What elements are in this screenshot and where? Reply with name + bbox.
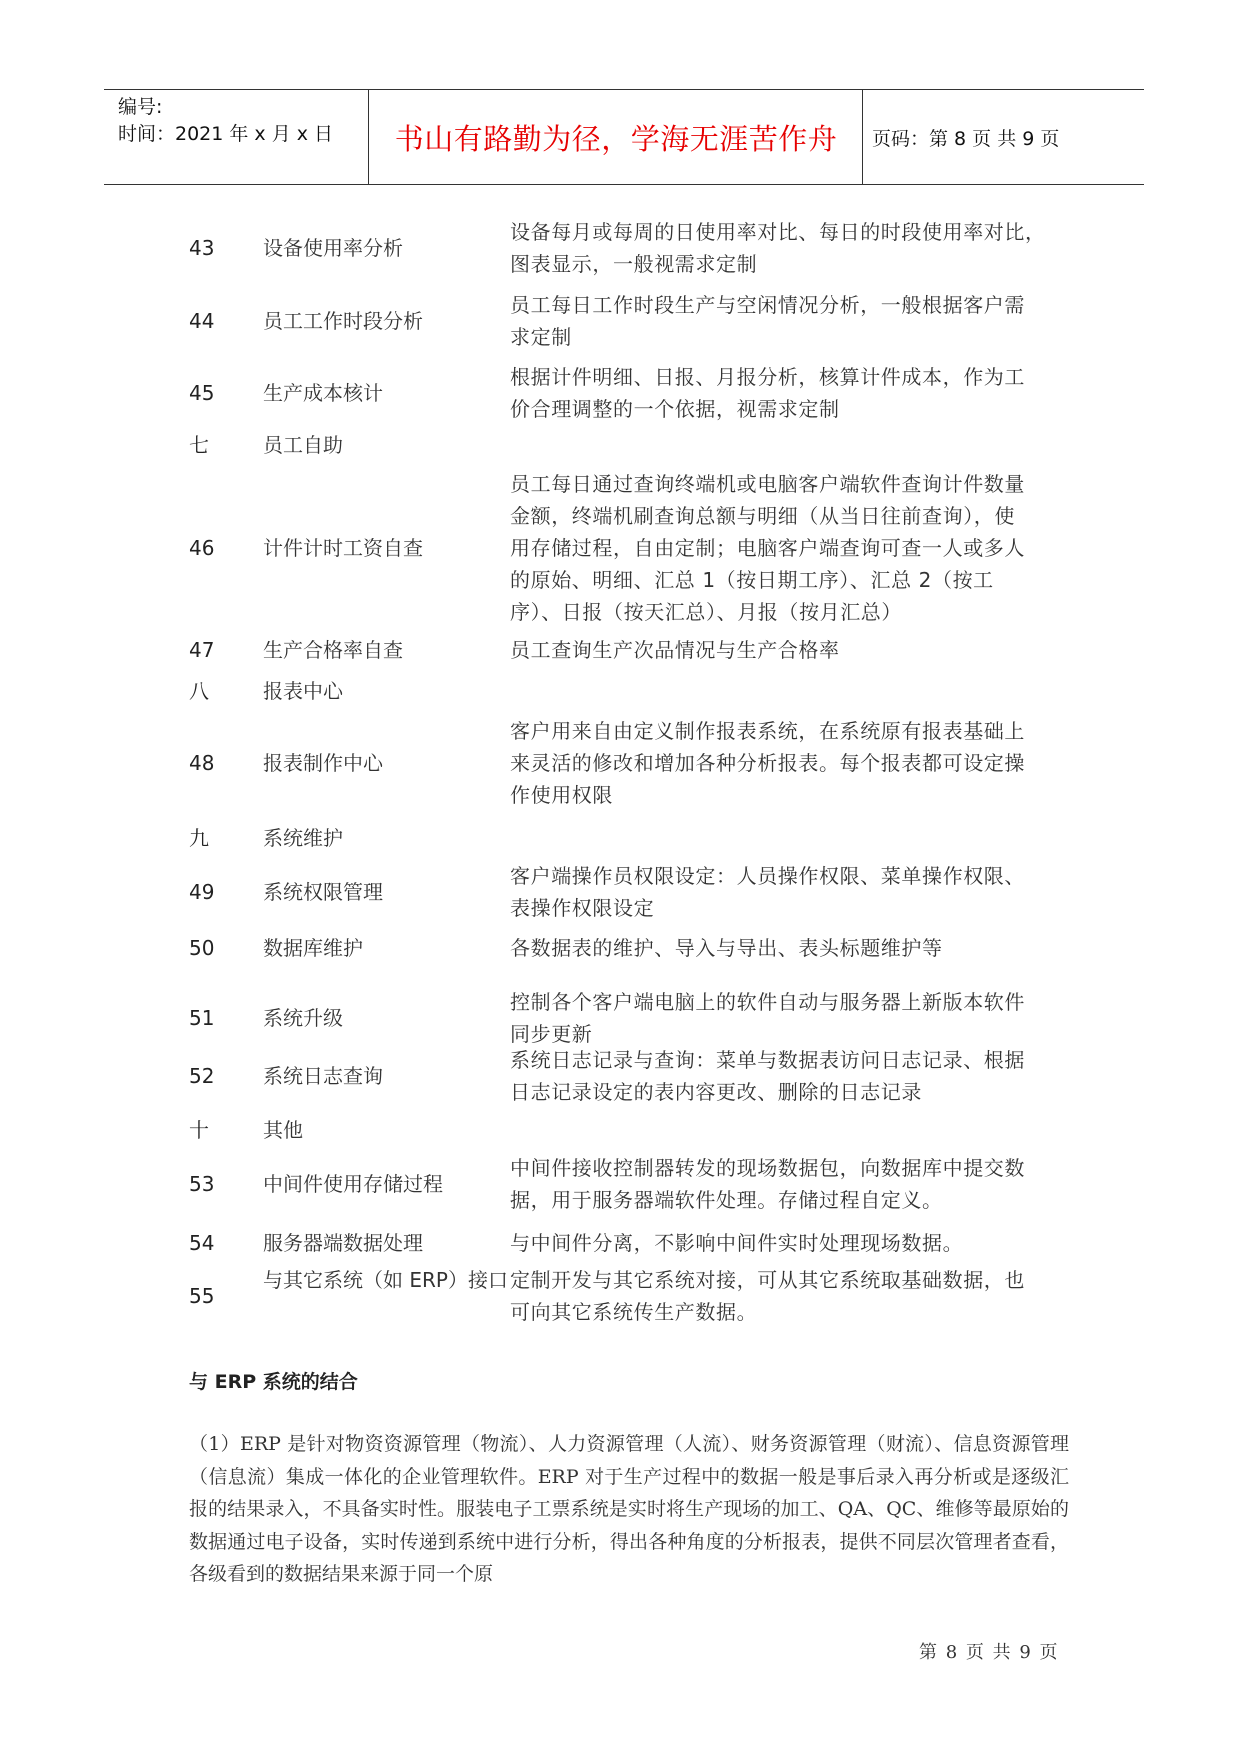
description-line: 金额，终端机刷查询总额与明细（从当日往前查询），使 bbox=[510, 504, 1015, 528]
item-number: 九 bbox=[189, 826, 209, 850]
list-item bbox=[0, 1264, 1241, 1328]
list-item bbox=[0, 289, 1241, 353]
description-line: 用存储过程，自由定制；电脑客户端查询可查一人或多人 bbox=[510, 536, 1025, 560]
description-line: 求定制 bbox=[510, 325, 572, 349]
item-name: 中间件使用存储过程 bbox=[263, 1172, 443, 1196]
item-name: 报表中心 bbox=[263, 679, 343, 703]
item-name: 数据库维护 bbox=[263, 936, 363, 960]
description-line: 客户端操作员权限设定：人员操作权限、菜单操作权限、 bbox=[510, 864, 1025, 888]
description-line: 各数据表的维护、导入与导出、表头标题维护等 bbox=[510, 936, 943, 960]
item-name: 系统升级 bbox=[263, 1006, 343, 1030]
item-name: 员工工作时段分析 bbox=[263, 309, 423, 333]
description-line: 作使用权限 bbox=[510, 783, 613, 807]
item-number: 49 bbox=[189, 880, 215, 904]
item-description bbox=[510, 932, 1070, 964]
header-motto: 书山有路勤为径，学海无涯苦作舟 bbox=[394, 121, 838, 156]
item-number: 43 bbox=[189, 236, 215, 260]
item-number: 45 bbox=[189, 381, 215, 405]
description-line: 员工每日通过查询终端机或电脑客户端软件查询计件数量 bbox=[510, 472, 1025, 496]
list-item bbox=[0, 429, 1241, 461]
item-name: 系统维护 bbox=[263, 826, 343, 850]
item-name: 生产合格率自查 bbox=[263, 638, 403, 662]
item-description bbox=[510, 1227, 1070, 1259]
item-number: 七 bbox=[189, 433, 209, 457]
description-line: 员工每日工作时段生产与空闲情况分析，一般根据客户需 bbox=[510, 293, 1025, 317]
description-line: 序）、日报（按天汇总）、月报（按月汇总） bbox=[510, 600, 902, 624]
list-item bbox=[0, 1152, 1241, 1216]
item-number: 54 bbox=[189, 1231, 215, 1255]
item-number: 50 bbox=[189, 936, 215, 960]
item-name: 计件计时工资自查 bbox=[263, 536, 423, 560]
time-label: 时间：2021 年 x 月 x 日 bbox=[118, 123, 334, 145]
description-line: 设备每月或每周的日使用率对比、每日的时段使用率对比， bbox=[510, 220, 1046, 244]
list-item bbox=[0, 1227, 1241, 1259]
item-description bbox=[510, 715, 1070, 811]
description-line: 表操作权限设定 bbox=[510, 896, 655, 920]
description-line: 日志记录设定的表内容更改、删除的日志记录 bbox=[510, 1080, 922, 1104]
description-line: 的原始、明细、汇总 1（按日期工序）、汇总 2（按工 bbox=[510, 568, 994, 592]
description-line: 定制开发与其它系统对接，可从其它系统取基础数据，也 bbox=[510, 1268, 1025, 1292]
description-line: 同步更新 bbox=[510, 1022, 593, 1046]
list-item bbox=[0, 1044, 1241, 1108]
description-line: 员工查询生产次品情况与生产合格率 bbox=[510, 638, 840, 662]
description-line: 与中间件分离，不影响中间件实时处理现场数据。 bbox=[510, 1231, 964, 1255]
description-line: 据，用于服务器端软件处理。存储过程自定义。 bbox=[510, 1188, 943, 1212]
item-name: 设备使用率分析 bbox=[263, 236, 403, 260]
item-number: 八 bbox=[189, 679, 209, 703]
item-name: 其他 bbox=[263, 1118, 303, 1142]
item-number: 十 bbox=[189, 1118, 209, 1142]
list-item bbox=[0, 860, 1241, 924]
list-item bbox=[0, 216, 1241, 280]
list-item bbox=[0, 822, 1241, 854]
item-description bbox=[510, 986, 1070, 1050]
item-name: 生产成本核计 bbox=[263, 381, 383, 405]
item-description bbox=[510, 468, 1070, 628]
description-line: 系统日志记录与查询：菜单与数据表访问日志记录、根据 bbox=[510, 1048, 1025, 1072]
item-name: 系统日志查询 bbox=[263, 1064, 383, 1088]
item-number: 51 bbox=[189, 1006, 215, 1030]
description-line: 图表显示，一般视需求定制 bbox=[510, 252, 758, 276]
item-description bbox=[510, 1264, 1070, 1328]
list-item bbox=[0, 468, 1241, 628]
description-line: 价合理调整的一个依据，视需求定制 bbox=[510, 397, 840, 421]
item-name: 报表制作中心 bbox=[263, 751, 383, 775]
item-description bbox=[510, 216, 1070, 280]
section-title: 与 ERP 系统的结合 bbox=[189, 1371, 358, 1393]
item-name: 服务器端数据处理 bbox=[263, 1231, 423, 1255]
item-description bbox=[510, 860, 1070, 924]
item-description bbox=[510, 1044, 1070, 1108]
list-item bbox=[0, 715, 1241, 811]
item-number: 44 bbox=[189, 309, 215, 333]
item-description bbox=[510, 361, 1070, 425]
list-item bbox=[0, 986, 1241, 1050]
list-item bbox=[0, 361, 1241, 425]
list-item bbox=[0, 932, 1241, 964]
header-page-label: 页码：第 8 页 共 9 页 bbox=[872, 127, 1060, 150]
description-line: 来灵活的修改和增加各种分析报表。每个报表都可设定操 bbox=[510, 751, 1025, 775]
item-number: 52 bbox=[189, 1064, 215, 1088]
item-number: 55 bbox=[189, 1284, 215, 1308]
item-number: 47 bbox=[189, 638, 215, 662]
item-name: 系统权限管理 bbox=[263, 880, 383, 904]
list-item bbox=[0, 634, 1241, 666]
section-paragraph: （1）ERP 是针对物资资源管理（物流）、人力资源管理（人流）、财务资源管理（财流）、信息资源管理（信息流）集成一体化的企业管理软件。ERP 对于生产过程中的数据一般是事后录入再分析或是逐级汇报的结果录入，不具备实时性。服装电子工票系统是实时将生产现场的加工、QA、QC、维修等最原始的数据通过电子设备，实时传递到系统中进行分析，得出各种角度的分析报表，提供不同层次管理者查看，各级看到的数据结果来源于同一个原 bbox=[189, 1433, 1069, 1585]
list-item bbox=[0, 675, 1241, 707]
item-description bbox=[510, 1152, 1070, 1216]
item-description bbox=[510, 634, 1070, 666]
item-number: 48 bbox=[189, 751, 215, 775]
item-name: 与其它系统（如 ERP）接口 bbox=[263, 1268, 508, 1292]
description-line: 中间件接收控制器转发的现场数据包，向数据库中提交数 bbox=[510, 1156, 1025, 1180]
item-number: 53 bbox=[189, 1172, 215, 1196]
description-line: 根据计件明细、日报、月报分析，核算计件成本，作为工 bbox=[510, 365, 1025, 389]
description-line: 控制各个客户端电脑上的软件自动与服务器上新版本软件 bbox=[510, 990, 1025, 1014]
item-description bbox=[510, 289, 1070, 353]
description-line: 可向其它系统传生产数据。 bbox=[510, 1300, 758, 1324]
list-item bbox=[0, 1114, 1241, 1146]
item-number: 46 bbox=[189, 536, 215, 560]
page-footer: 第 8 页 共 9 页 bbox=[919, 1642, 1058, 1663]
item-name: 员工自助 bbox=[263, 433, 343, 457]
serial-label: 编号: bbox=[118, 96, 163, 118]
description-line: 客户用来自由定义制作报表系统，在系统原有报表基础上 bbox=[510, 719, 1025, 743]
